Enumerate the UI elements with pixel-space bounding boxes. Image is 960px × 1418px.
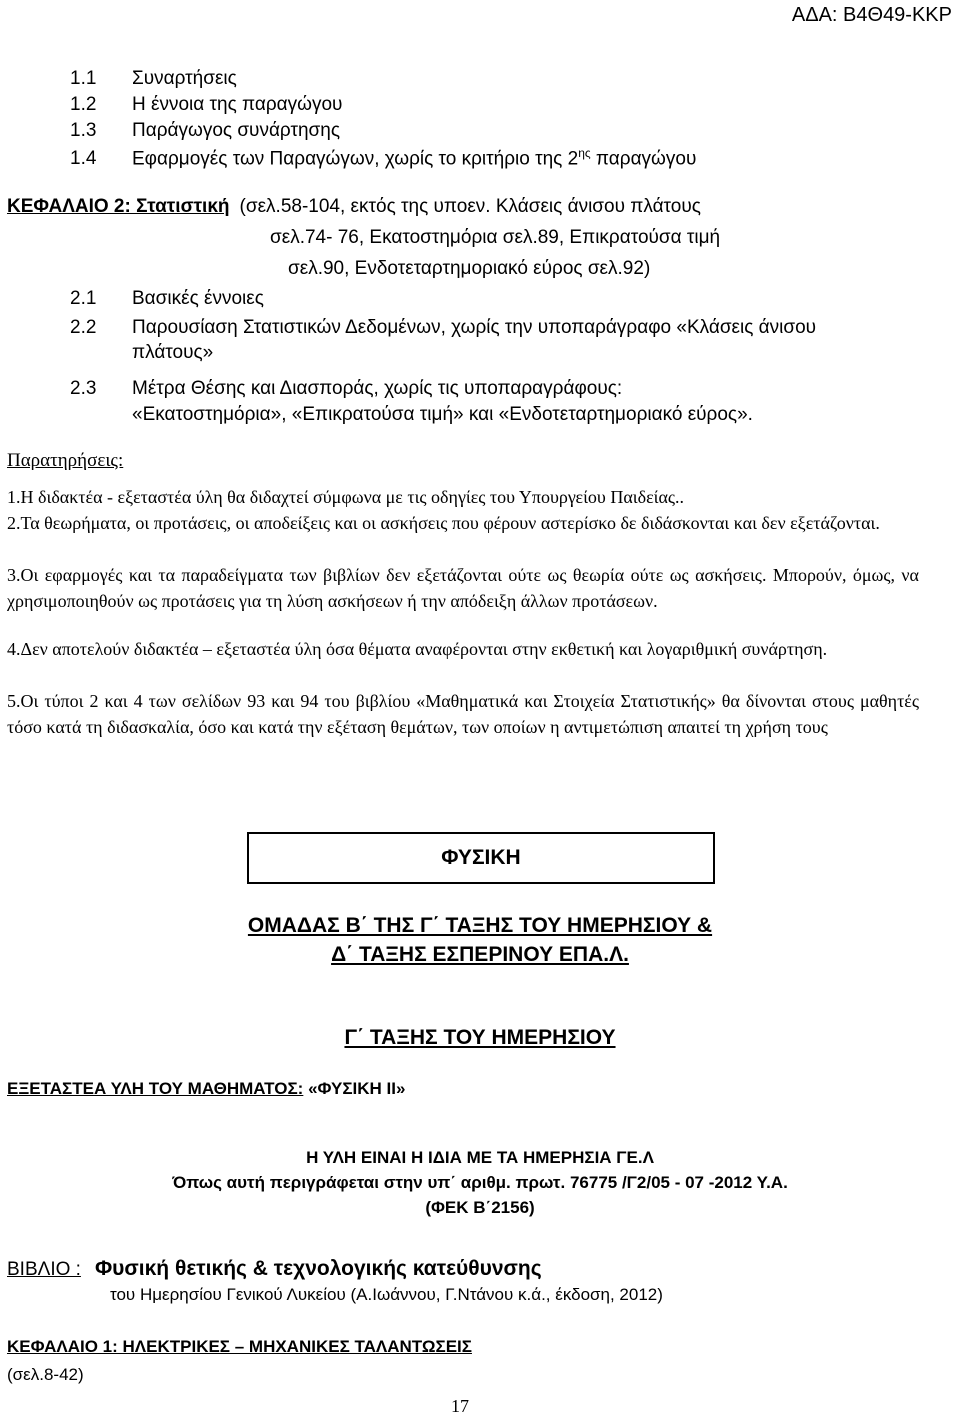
toc-item-2-3: 2.3 Μέτρα Θέσης και Διασποράς, χωρίς τις υποπαραγράφους:: [70, 378, 623, 399]
remark-note-4: 4.Δεν αποτελούν διδακτέα – εξεταστέα ύλη όσα θέματα αναφέρονται στην εκθετική και λογαριθμική συνάρτηση.: [7, 639, 828, 659]
group-line-2: Δ΄ ΤΑΞΗΣ ΕΣΠΕΡΙΝΟΥ ΕΠΑ.Λ.: [331, 943, 629, 966]
toc-item-1-3: 1.3 Παράγωγος συνάρτησης: [70, 120, 340, 141]
remark-note-2: 2.Τα θεωρήματα, οι προτάσεις, οι αποδείξεις και οι ασκήσεις που φέρουν αστερίσκο δε διδάσκονται και δεν εξετάζονται.: [7, 513, 880, 533]
toc-item-2-2: 2.2 Παρουσίαση Στατιστικών Δεδομένων, χωρίς την υποπαράγραφο «Κλάσεις άνισου: [70, 317, 817, 338]
exam-subject: «ΦΥΣΙΚΗ ΙΙ»: [308, 1079, 406, 1098]
book-label: ΒΙΒΛΙΟ :: [7, 1259, 81, 1280]
toc-item-2-3-cont: «Εκατοστημόρια», «Επικρατούσα τιμή» και «Ενδοτεταρτημοριακό εύρος».: [132, 404, 753, 425]
same-line-3: (ΦΕΚ Β΄2156): [425, 1198, 535, 1217]
toc-item-2-2-cont: πλάτους»: [132, 342, 214, 363]
toc-item-2-1: 2.1 Βασικές έννοιες: [70, 288, 264, 309]
book-subtitle: του Ημερησίου Γενικού Λυκείου (Α.Ιωάννου, Γ.Ντάνου κ.ά., έκδοση, 2012): [110, 1285, 663, 1304]
exam-label: ΕΞΕΤΑΣΤΕΑ ΥΛΗ ΤΟΥ ΜΑΘΗΜΑΤΟΣ:: [7, 1079, 304, 1098]
toc-item-1-1: 1.1 Συναρτήσεις: [70, 68, 237, 89]
exam-line: [7, 1079, 405, 1099]
book-title: Φυσική θετικής & τεχνολογικής κατεύθυνσης: [94, 1257, 542, 1280]
chapter2-heading: ΚΕΦΑΛΑΙΟ 2: Στατιστική: [7, 196, 230, 217]
class-heading: Γ΄ ΤΑΞΗΣ ΤΟΥ ΗΜΕΡΗΣΙΟΥ: [344, 1026, 616, 1049]
chapter1-heading: ΚΕΦΑΛΑΙΟ 1: ΗΛΕΚΤΡΙΚΕΣ – ΜΗΧΑΝΙΚΕΣ ΤΑΛΑΝΤΩΣΕΙΣ: [7, 1337, 472, 1356]
group-line-1: ΟΜΑΔΑΣ Β΄ ΤΗΣ Γ΄ ΤΑΞΗΣ ΤΟΥ ΗΜΕΡΗΣΙΟΥ &: [247, 914, 713, 937]
ada-code: ΑΔΑ: Β4Θ49-ΚΚΡ: [791, 4, 952, 26]
subject-box: ΦΥΣΙΚΗ: [247, 832, 715, 884]
remark-note-1: 1.Η διδακτέα - εξεταστέα ύλη θα διδαχτεί σύμφωνα με τις οδηγίες του Υπουργείου Παιδείας..: [7, 487, 685, 507]
remark-note-5: 5.Οι τύποι 2 και 4 των σελίδων 93 και 94 του βιβλίου «Μαθηματικά και Στοιχεία Στατιστικής» θα δίνονται στους μαθητές τόσο κατά τη διδασκαλία, όσο και κατά την εξέταση θεμάτων, των οποίων η αντιμετώπιση απαιτεί τη χρήση τους: [7, 691, 919, 737]
same-line-2: Όπως αυτή περιγράφεται στην υπ΄ αριθμ. πρωτ. 76775 /Γ2/05 - 07 -2012 Υ.Α.: [172, 1173, 788, 1192]
toc-item-1-2: 1.2 Η έννοια της παραγώγου: [70, 94, 343, 115]
remark-note-3: 3.Οι εφαρμογές και τα παραδείγματα των βιβλίων δεν εξετάζονται ούτε ως θεωρία ούτε ως ασκήσεις. Μπορούν, όμως, να χρησιμοποιηθούν ως προτάσεις για τη λύση ασκήσεων ή την απόδειξη άλλων προτάσεων.: [7, 565, 919, 611]
chapter2-line: ΚΕΦΑΛΑΙΟ 2: Στατιστική (σελ.58-104, εκτός της υποεν. Κλάσεις άνισου πλάτους: [7, 196, 701, 217]
chapter2-line2: σελ.74- 76, Εκατοστημόρια σελ.89, Επικρατούσα τιμή: [270, 227, 721, 248]
chapter2-line3: σελ.90, Ενδοτεταρτημοριακό εύρος σελ.92): [288, 258, 651, 279]
toc-item-1-4: 1.4 Εφαρμογές των Παραγώγων, χωρίς το κριτήριο της $2^{\eta\varsigma}$ παραγώγου: [70, 146, 697, 170]
remarks-heading: Παρατηρήσεις:: [7, 450, 124, 471]
page-number: 17: [451, 1396, 469, 1416]
same-line-1: Η ΥΛΗ ΕΙΝΑΙ Η ΙΔΙΑ ΜΕ ΤΑ ΗΜΕΡΗΣΙΑ ΓΕ.Λ: [306, 1148, 654, 1167]
book-line: [7, 1257, 542, 1281]
chapter1-pages: (σελ.8-42): [7, 1365, 84, 1384]
